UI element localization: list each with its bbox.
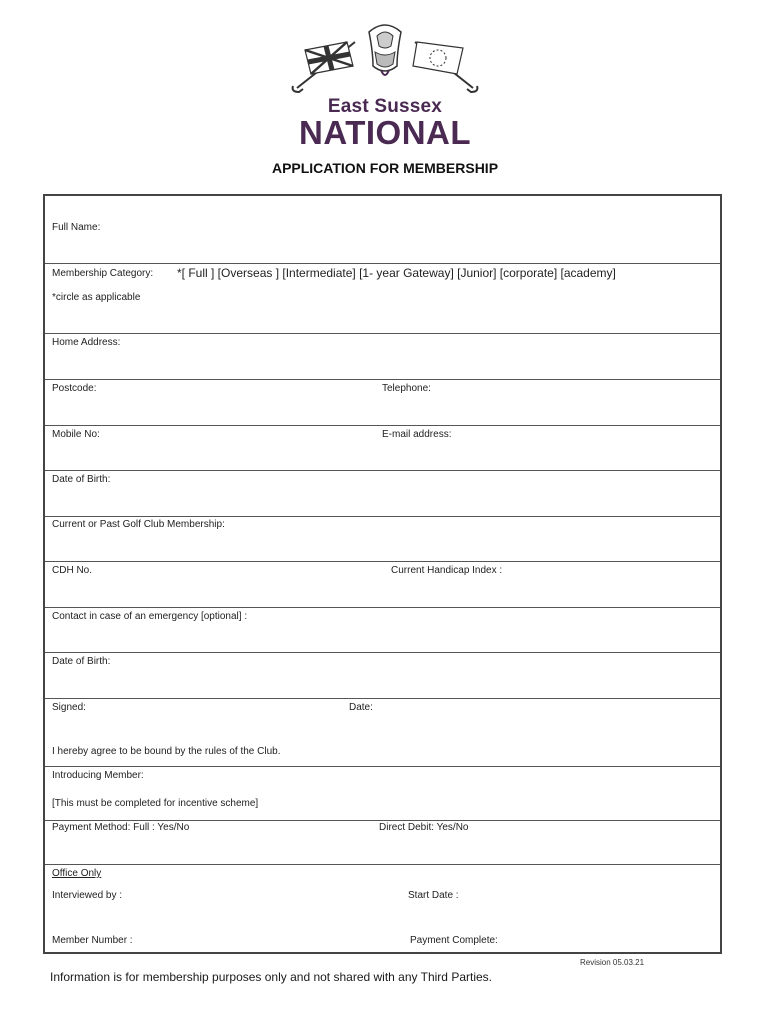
agree-text: I hereby agree to be bound by the rules of the Club. — [52, 746, 281, 757]
email-label: E-mail address: — [382, 429, 452, 440]
eagle-crest-icon — [369, 25, 401, 75]
start-date-label: Start Date : — [408, 890, 459, 901]
row-office-only — [45, 865, 720, 954]
home-address-label: Home Address: — [52, 337, 121, 348]
page-title: APPLICATION FOR MEMBERSHIP — [271, 160, 499, 176]
row-signature[interactable] — [45, 699, 720, 767]
membership-form — [43, 194, 722, 954]
membership-category-options[interactable]: *[ Full ] [Overseas ] [Intermediate] [1- year Gateway] [Junior] [corporate] [academy] — [177, 266, 616, 280]
revision-note: Revision 05.03.21 — [580, 958, 645, 967]
row-postcode-telephone[interactable] — [45, 380, 720, 426]
row-payment-method[interactable] — [45, 821, 720, 865]
mobile-label: Mobile No: — [52, 429, 100, 440]
signed-label: Signed: — [52, 702, 86, 713]
introducing-label: Introducing Member: — [52, 770, 144, 781]
row-date-of-birth[interactable] — [45, 471, 720, 517]
member-number-label: Member Number : — [52, 935, 133, 946]
club-logo — [285, 22, 485, 151]
club-membership-label: Current or Past Golf Club Membership: — [52, 519, 225, 530]
cdh-label: CDH No. — [52, 565, 93, 576]
crest-icon — [285, 22, 485, 98]
membership-category-label: Membership Category: — [52, 268, 154, 279]
direct-debit-label[interactable]: Direct Debit: Yes/No — [379, 822, 469, 833]
row-introducing-member[interactable] — [45, 767, 720, 821]
emergency-label: Contact in case of an emergency [optional] : — [52, 611, 248, 622]
handicap-label: Current Handicap Index : — [391, 565, 503, 576]
row-emergency-contact[interactable] — [45, 608, 720, 653]
dob2-label: Date of Birth: — [52, 656, 111, 667]
row-cdh-handicap[interactable] — [45, 562, 720, 608]
row-mobile-email[interactable] — [45, 426, 720, 471]
row-home-address[interactable] — [45, 334, 720, 380]
payment-complete-label: Payment Complete: — [410, 935, 498, 946]
row-membership-category[interactable] — [45, 264, 720, 334]
interviewed-by-label: Interviewed by : — [52, 890, 123, 901]
postcode-label: Postcode: — [52, 383, 97, 394]
dob-label: Date of Birth: — [52, 474, 111, 485]
incentive-note: [This must be completed for incentive scheme] — [52, 798, 259, 809]
office-only-heading: Office Only — [52, 868, 102, 879]
row-golf-club-membership[interactable] — [45, 517, 720, 562]
row-full-name[interactable] — [45, 196, 720, 264]
privacy-footer: Information is for membership purposes only and not shared with any Third Parties. — [50, 970, 492, 984]
date-label: Date: — [349, 702, 373, 713]
logo-line-2: NATIONAL — [298, 114, 472, 151]
circle-note: *circle as applicable — [52, 292, 141, 303]
row-date-of-birth-2[interactable] — [45, 653, 720, 699]
logo-line-1: East Sussex — [327, 96, 443, 117]
full-name-label: Full Name: — [52, 222, 101, 233]
union-flag-icon — [305, 42, 353, 74]
telephone-label: Telephone: — [382, 383, 431, 394]
eu-flag-icon — [413, 42, 463, 74]
payment-method-label[interactable]: Payment Method: Full : Yes/No — [52, 822, 190, 833]
